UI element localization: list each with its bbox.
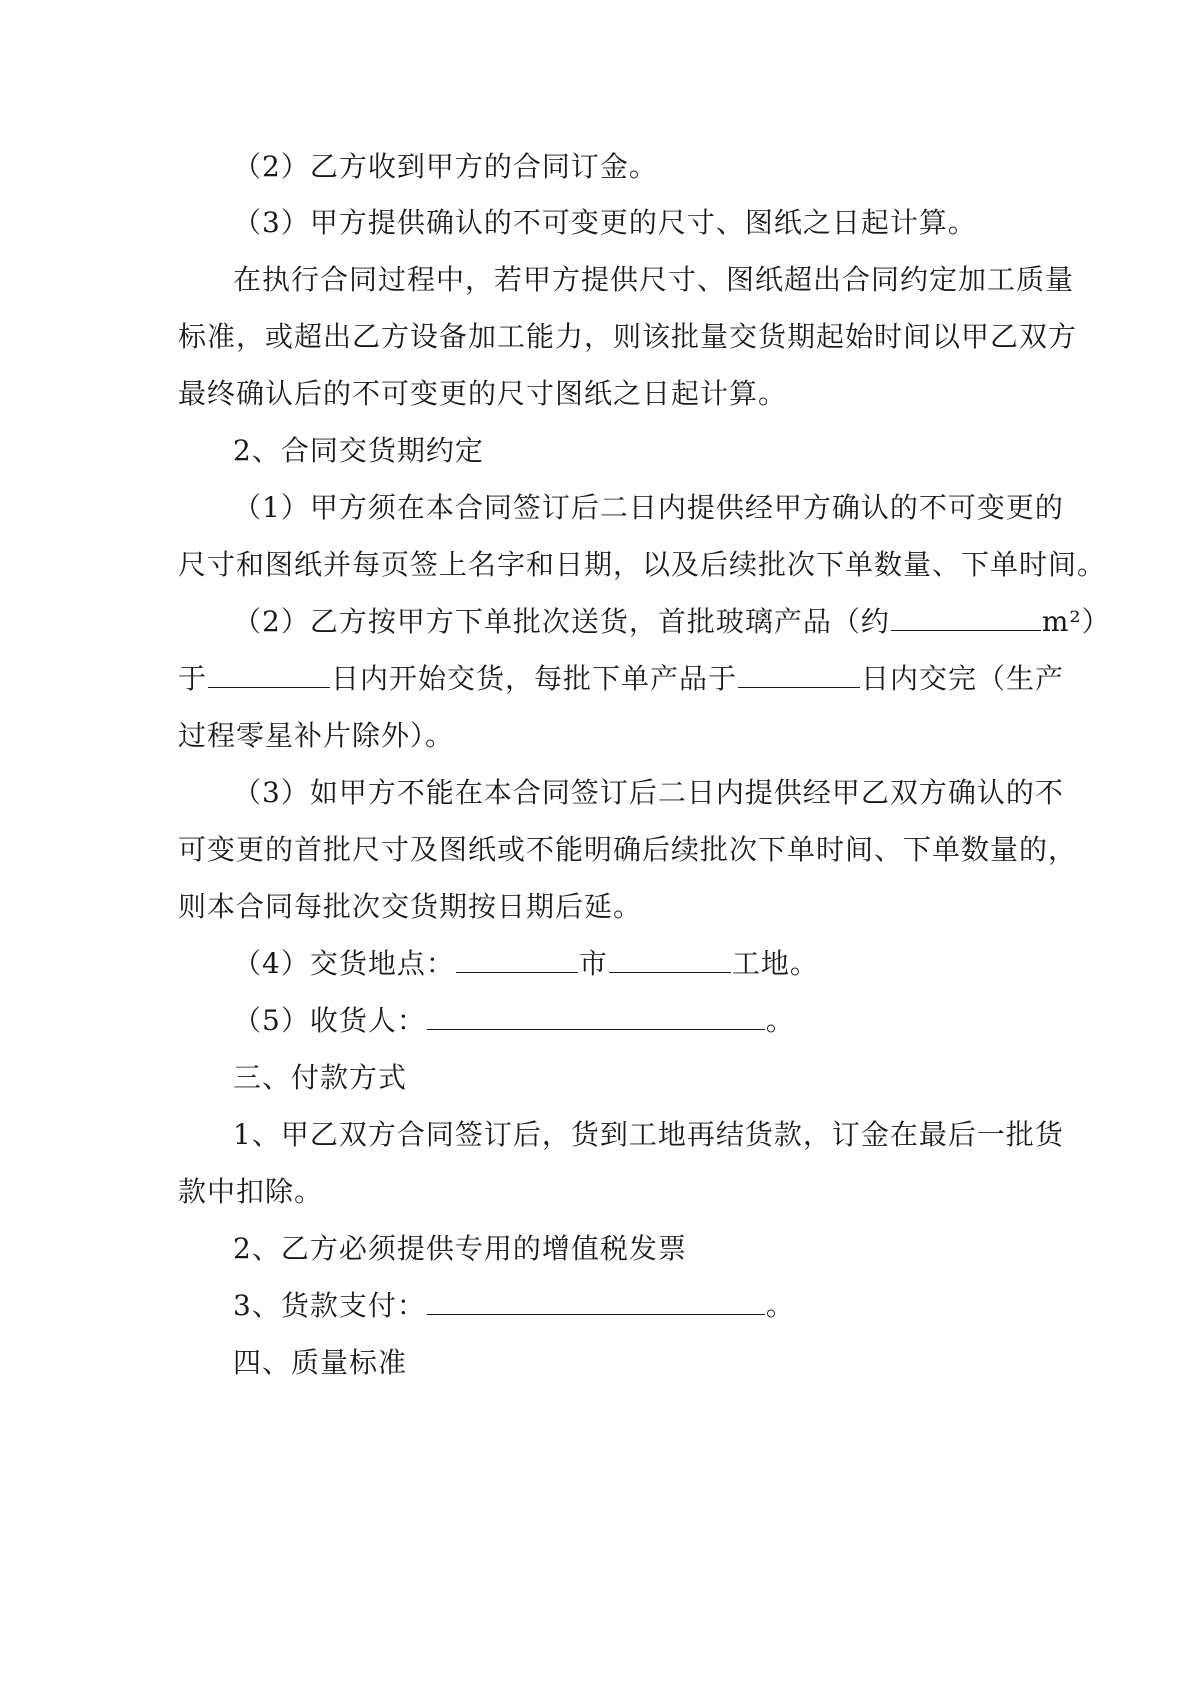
clause-payment-1-line-1: 1、甲乙双方合同签订后，货到工地再结货款，订金在最后一批货 — [233, 1118, 1064, 1151]
clause-delivery-2-line-3: 过程零星补片除外）。 — [178, 719, 455, 752]
clause-text: （2）乙方按甲方下单批次送货，首批玻璃产品（约 — [233, 605, 890, 638]
clause-delivery-2-line-1 — [233, 602, 1111, 642]
clause-payment-2: 2、乙方必须提供专用的增值税发票 — [233, 1232, 687, 1265]
clause-delivery-1-line-2: 尺寸和图纸并每页签上名字和日期，以及后续批次下单数量、下单时间。 — [178, 548, 1107, 581]
clause-delivery-3-line-2: 可变更的首批尺寸及图纸或不能明确后续批次下单时间、下单数量的， — [178, 833, 1078, 866]
clause-payment-3 — [233, 1286, 1103, 1326]
site-blank — [609, 946, 731, 973]
clause-delivery-2-line-2 — [178, 659, 1065, 699]
clause-delivery-1-line-1: （1）甲方须在本合同签订后二日内提供经甲方确认的不可变更的 — [233, 491, 1064, 524]
clause-text: 日内开始交货，每批下单产品于 — [331, 662, 738, 695]
city-blank — [456, 946, 578, 973]
clause-delivery-3-line-3: 则本合同每批次交货期按日期后延。 — [178, 890, 643, 923]
paragraph-execution-line-2: 标准，或超出乙方设备加工能力，则该批量交货期起始时间以甲乙双方 — [178, 320, 1078, 353]
finish-days-blank — [738, 661, 860, 688]
clause-text: 日内交完（生产 — [861, 662, 1065, 695]
consignee-blank — [427, 1003, 765, 1030]
clause-text: 工地。 — [731, 947, 819, 980]
clause-text: 于 — [178, 662, 208, 695]
clause-delivery-3-line-1: （3）如甲方不能在本合同签订后二日内提供经甲乙双方确认的不 — [233, 776, 1064, 809]
clause-text: 。 — [765, 1004, 795, 1037]
clause-2-2: （2）乙方收到甲方的合同订金。 — [233, 150, 658, 183]
clause-text: （5）收货人： — [233, 1004, 426, 1037]
clause-consignee — [233, 1001, 1103, 1041]
clause-text: 3、货款支付： — [233, 1289, 426, 1322]
clause-text: m²） — [1041, 605, 1111, 638]
paragraph-execution-line-1: 在执行合同过程中，若甲方提供尺寸、图纸超出合同约定加工质量 — [233, 263, 1075, 296]
section-heading-delivery-period: 2、合同交货期约定 — [233, 434, 484, 467]
start-days-blank — [208, 661, 330, 688]
clause-text: 市 — [578, 947, 608, 980]
clause-text: 。 — [765, 1289, 795, 1322]
clause-text: （4）交货地点： — [233, 947, 455, 980]
payment-blank — [427, 1288, 765, 1315]
area-blank — [891, 604, 1041, 631]
paragraph-execution-line-3: 最终确认后的不可变更的尺寸图纸之日起计算。 — [178, 377, 788, 410]
clause-2-3: （3）甲方提供确认的不可变更的尺寸、图纸之日起计算。 — [233, 206, 977, 239]
section-heading-payment: 三、付款方式 — [233, 1061, 408, 1094]
clause-delivery-location — [233, 944, 1103, 984]
clause-payment-1-line-2: 款中扣除。 — [178, 1175, 324, 1208]
section-heading-quality: 四、质量标准 — [233, 1346, 408, 1379]
